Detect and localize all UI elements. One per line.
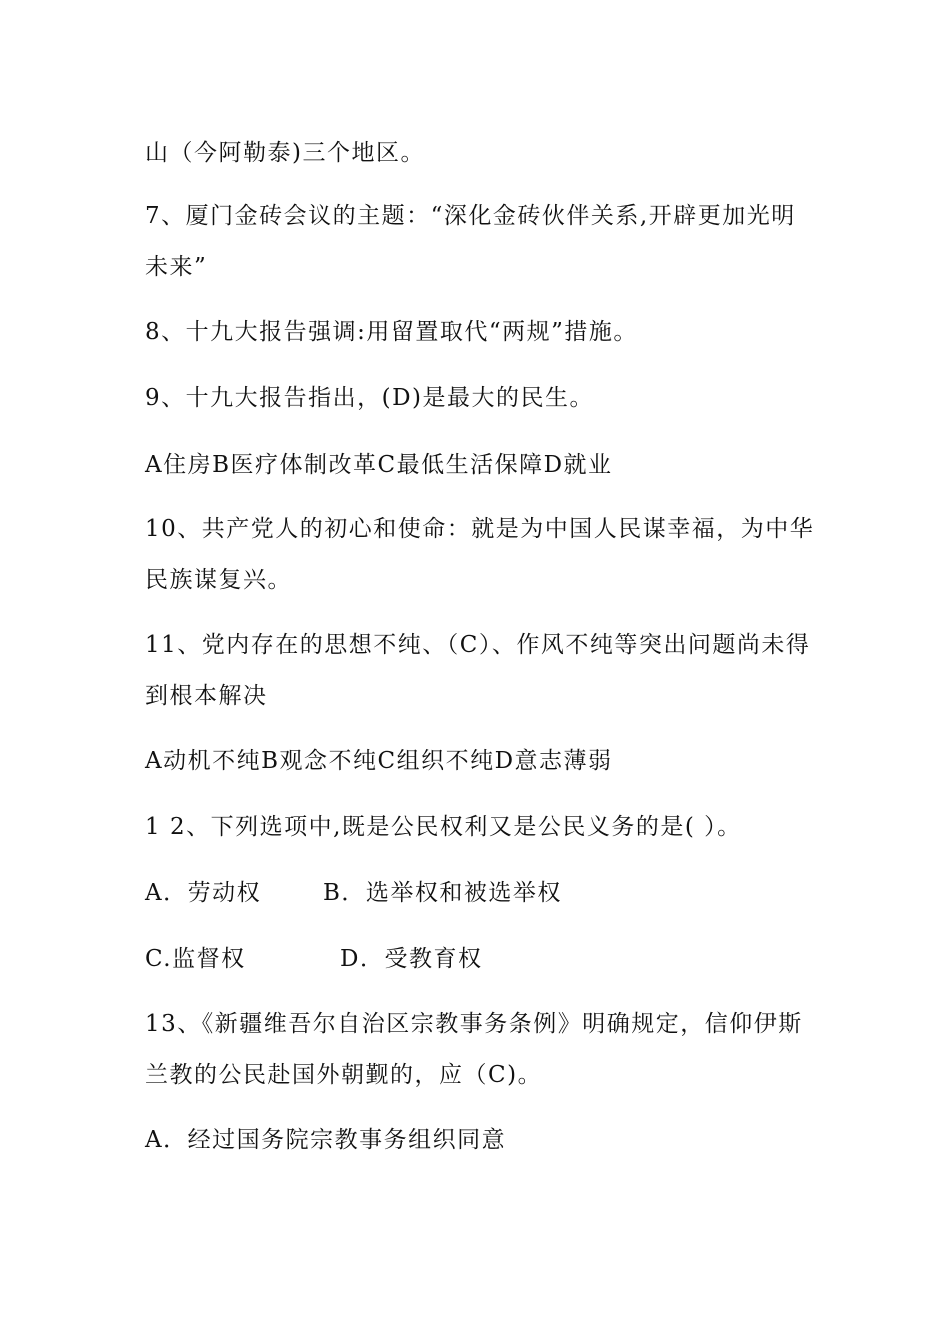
text-line-q8: 8、十九大报告强调:用留置取代“两规”措施。 <box>145 319 638 345</box>
q12-option-d: D．受教育权 <box>340 946 483 972</box>
q12-options-row-1 <box>145 878 562 908</box>
text-line-q13-cont: 兰教的公民赴国外朝觐的，应（C)。 <box>145 1062 543 1088</box>
text-line-q9: 9、十九大报告指出，(D)是最大的民生。 <box>145 385 595 411</box>
q12-option-b: B．选举权和被选举权 <box>323 880 562 906</box>
text-line-q13: 13、《新疆维吾尔自治区宗教事务条例》明确规定，信仰伊斯 <box>145 1011 803 1037</box>
text-line-q11-cont: 到根本解决 <box>145 683 268 709</box>
text-line-q7-cont: 未来” <box>145 254 208 280</box>
text-line-q10: 10、共产党人的初心和使命：就是为中国人民谋幸福，为中华 <box>145 516 815 542</box>
text-line-q13-option-a: A．经过国务院宗教事务组织同意 <box>145 1127 507 1153</box>
text-line-q12: 1 2、下列选项中,既是公民权利又是公民义务的是( ）。 <box>145 814 742 840</box>
text-line-q7: 7、厦门金砖会议的主题：“深化金砖伙伴关系,开辟更加光明 <box>145 203 796 229</box>
q12-option-a: A．劳动权 <box>145 880 262 906</box>
text-line-q11-options: A动机不纯B观念不纯C组织不纯D意志薄弱 <box>145 748 613 774</box>
text-line-q10-cont: 民族谋复兴。 <box>145 567 292 593</box>
text-line-intro: 山（今阿勒泰)三个地区。 <box>145 140 425 166</box>
text-line-q9-options: A住房B医疗体制改革C最低生活保障D就业 <box>145 452 613 478</box>
q12-options-row-2 <box>145 944 482 974</box>
q12-option-c: C.监督权 <box>145 946 246 972</box>
text-line-q11: 11、党内存在的思想不纯、（C）、作风不纯等突出问题尚未得 <box>145 632 811 658</box>
